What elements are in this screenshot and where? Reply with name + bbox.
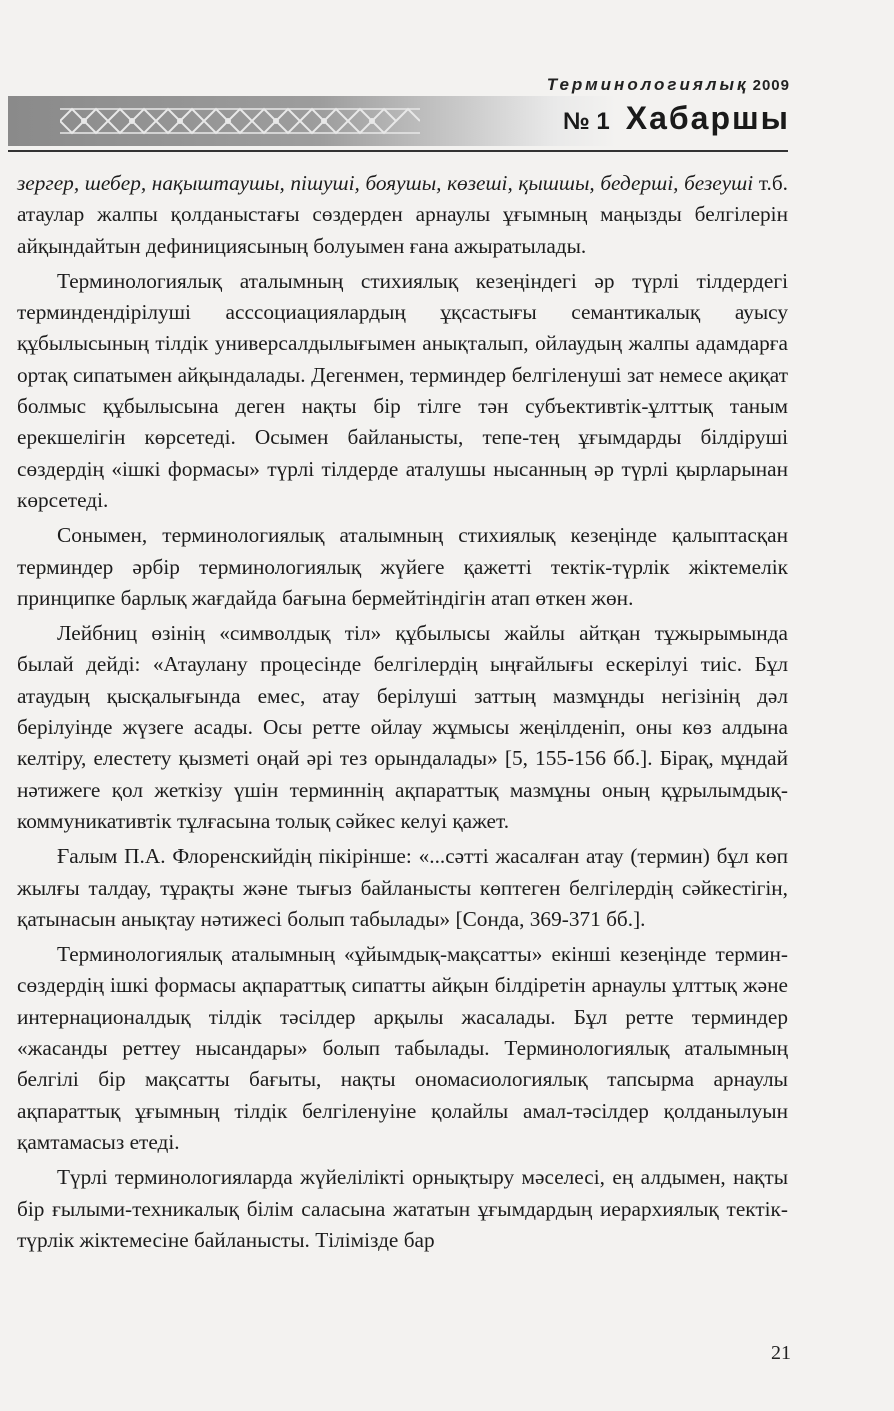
issue-number: № 1 <box>562 108 610 135</box>
paragraph-2: Терминологиялық аталымның стихиялық кезеңіндегі әр түрлі тілдердегі терминдендірілуші асссоциациялардың ұқсастығы семантикалық ауысу құбылысының тілдік универсалдылығымен анықталып, ойлаудың жалпы адамдарға ортақ сипатымен айқындалады. Дегенмен, терминдер белгіленуші зат немесе ақиқат болмыс құбылысына деген нақты бір тілге тән субъективтік-ұлттық таным ерекшелігін көрсетеді. Осымен байланысты, тепе-тең ұғымдарды білдіруші сөздердің «ішкі формасы» түрлі тілдерде аталушы нысанның әр түрлі қырларынан көрсетеді. <box>17 268 788 512</box>
journal-year: 2009 <box>752 77 790 94</box>
paragraph-7: Түрлі терминологияларда жүйелілікті орнықтыру мәселесі, ең алдымен, нақты бір ғылыми-техникалық білім саласына жататын ұғымдардың иерархиялық тектік-түрлік жіктемесіне байланысты. Тілімізде бар <box>17 1165 788 1252</box>
paragraph-1-italic-lead: зергер, шебер, нақыштаушы, пішуші, бояушы, көзеші, қышшы, бедерші, безеуші <box>17 171 754 195</box>
paragraph-1 <box>17 168 788 262</box>
paragraph-5: Ғалым П.А. Флоренскийдің пікірінше: «...сәтті жасалған атау (термин) бұл көп жылғы талдау, тұрақты және тығыз байланысты көптеген белгілердің сәйкестігін, қатынасын анықтау нәтижесі болып табылады» [Сонда, 369-371 бб.]. <box>17 844 788 931</box>
page-number: 21 <box>771 1342 791 1364</box>
journal-name: Терминологиялық <box>546 75 749 94</box>
header-rule <box>8 150 788 152</box>
journal-title: Хабаршы <box>625 100 790 136</box>
ornament-pattern-icon <box>60 104 420 138</box>
paragraph-6: Терминологиялық аталымның «ұйымдық-мақсатты» екінші кезеңінде термин-сөздердің ішкі формасы ақпараттық сипатты айқын білдіретін арнаулы ұлттық және интернационалдық тілдік тәсілдер арқылы жасалады. Бұл ретте терминдер «жасанды реттеу нысандары» болып табылады. Терминологиялық аталымның белгілі бір мақсатты бағыты, нақты ономасиологиялық тапсырма арнаулы ақпараттық ұғымның тілдік белгіленуіне қолайлы амал-тәсілдер қолданылуын қамтамасыз етеді. <box>17 942 788 1154</box>
paragraph-4: Лейбниц өзінің «символдық тіл» құбылысы жайлы айтқан тұжырымында былай дейді: «Атаулану процесінде белгілердің ыңғайлығы ескерілуі тиіс. Бұл атаудың қысқалығында емес, атау берілуші заттың мазмұнды негізінің дәл берілуінде жүзеге асады. Осы ретте ойлау жұмысы жеңілденіп, оны көз алдына келтіру, елестету қызметі оңай әрі тез орындалады» [5, 155-156 бб.]. Бірақ, мұндай нәтижеге қол жеткізу үшін терминнің ақпараттық мазмұны оның құрылымдық-коммуникативтік тұлғасына толық сәйкес келуі қажет. <box>17 621 788 833</box>
issue-title-block <box>563 100 790 137</box>
body-text <box>17 168 788 1260</box>
journal-name-header <box>547 75 790 95</box>
paragraph-1-text: т.б. атаулар жалпы қолданыстағы сөздерден арнаулы ұғымның маңызды белгілерін айқындайтын дефинициясының болуымен ғана ажыратылады. <box>17 171 789 258</box>
paragraph-3: Сонымен, терминологиялық аталымның стихиялық кезеңінде қалыптасқан терминдер әрбір терминологиялық жүйеге қажетті тектік-түрлік жіктемелік принципке барлық жағдайда бағына бермейтіндігін атап өткен жөн. <box>17 523 788 610</box>
